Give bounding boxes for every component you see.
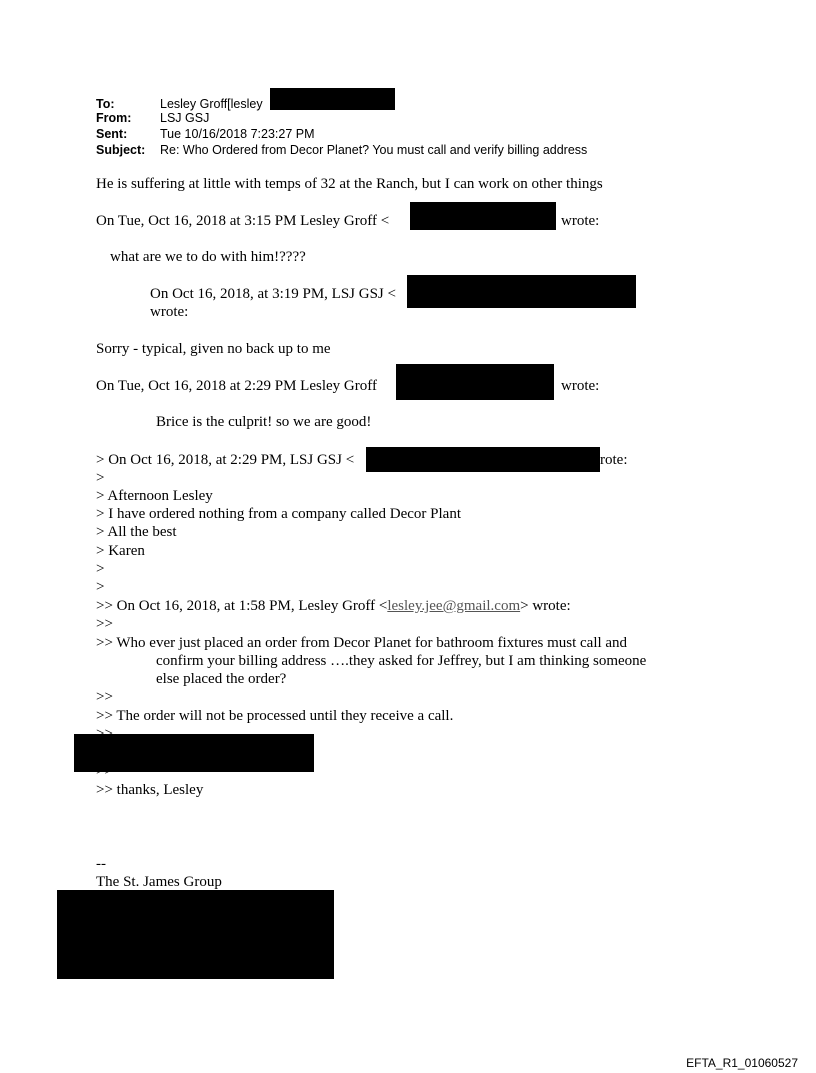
subject-value: Re: Who Ordered from Decor Planet? You must call and verify billing address <box>160 143 588 157</box>
quote2-wrote: wrote: <box>150 304 189 320</box>
quote5-gt-4: >> <box>96 763 113 779</box>
quote5-line-5: >> thanks, Lesley <box>96 782 204 798</box>
quote3-header: On Tue, Oct 16, 2018 at 2:29 PM Lesley Groff <box>96 378 377 394</box>
document-id: EFTA_R1_01060527 <box>686 1056 798 1070</box>
quote5-line-2: confirm your billing address ….they asked for Jeffrey, but I am thinking someone <box>156 653 647 669</box>
sent-value: Tue 10/16/2018 7:23:27 PM <box>160 127 315 141</box>
quote4-gt-1: > <box>96 470 105 486</box>
redaction-email-3 <box>396 364 554 400</box>
quote5-line-4: >> The order will not be processed until they receive a call. <box>96 708 454 724</box>
quote1-text: what are we to do with him!???? <box>110 249 306 265</box>
sent-label: Sent: <box>96 127 128 141</box>
subject-label: Subject: <box>96 143 146 157</box>
signature-org: The St. James Group <box>96 874 222 890</box>
quote3-text: Brice is the culprit! so we are good! <box>156 414 372 430</box>
redaction-to-email <box>270 88 395 110</box>
quote3-wrote: wrote: <box>561 378 600 394</box>
quote2-header: On Oct 16, 2018, at 3:19 PM, LSJ GSJ < <box>150 286 396 302</box>
quote1-wrote: wrote: <box>561 213 600 229</box>
quote4-gt-2: > <box>96 561 105 577</box>
signature-dashes: -- <box>96 856 106 872</box>
header-subject <box>96 143 587 157</box>
quote4-line-2: > I have ordered nothing from a company called Decor Plant <box>96 506 461 522</box>
to-label: To: <box>96 97 115 111</box>
quote4-header: > On Oct 16, 2018, at 2:29 PM, LSJ GSJ < <box>96 452 355 468</box>
quote4-line-4: > Karen <box>96 543 145 559</box>
quote5-header <box>96 597 571 615</box>
redaction-signature <box>57 890 334 979</box>
quote1-header: On Tue, Oct 16, 2018 at 3:15 PM Lesley Groff < <box>96 213 390 229</box>
to-value: Lesley Groff[lesley <box>160 97 263 111</box>
quote5-email-link[interactable]: lesley.jee@gmail.com <box>387 598 521 614</box>
quote5-line-3: else placed the order? <box>156 671 287 687</box>
quote2-text: Sorry - typical, given no back up to me <box>96 341 331 357</box>
from-value: LSJ GSJ <box>160 111 210 125</box>
body-line-1: He is suffering at little with temps of 32 at the Ranch, but I can work on other things <box>96 176 603 192</box>
quote5-line-1: >> Who ever just placed an order from Decor Planet for bathroom fixtures must call and <box>96 635 628 651</box>
redaction-email-4 <box>366 447 600 472</box>
quote5-gt-2: >> <box>96 689 113 705</box>
header-from <box>96 111 209 125</box>
quote4-wrote: rote: <box>600 452 628 468</box>
header-sent <box>96 127 315 141</box>
redaction-email-1 <box>410 202 556 230</box>
quote4-line-3: > All the best <box>96 524 177 540</box>
from-label: From: <box>96 111 132 125</box>
quote5-header-suffix: > wrote: <box>520 598 571 614</box>
quote4-gt-3: > <box>96 579 105 595</box>
quote5-header-prefix: >> On Oct 16, 2018, at 1:58 PM, Lesley Groff < <box>96 598 388 614</box>
quote5-gt-1: >> <box>96 616 113 632</box>
redaction-email-2 <box>407 275 636 308</box>
quote4-line-1: > Afternoon Lesley <box>96 488 213 504</box>
header-to <box>96 97 263 111</box>
